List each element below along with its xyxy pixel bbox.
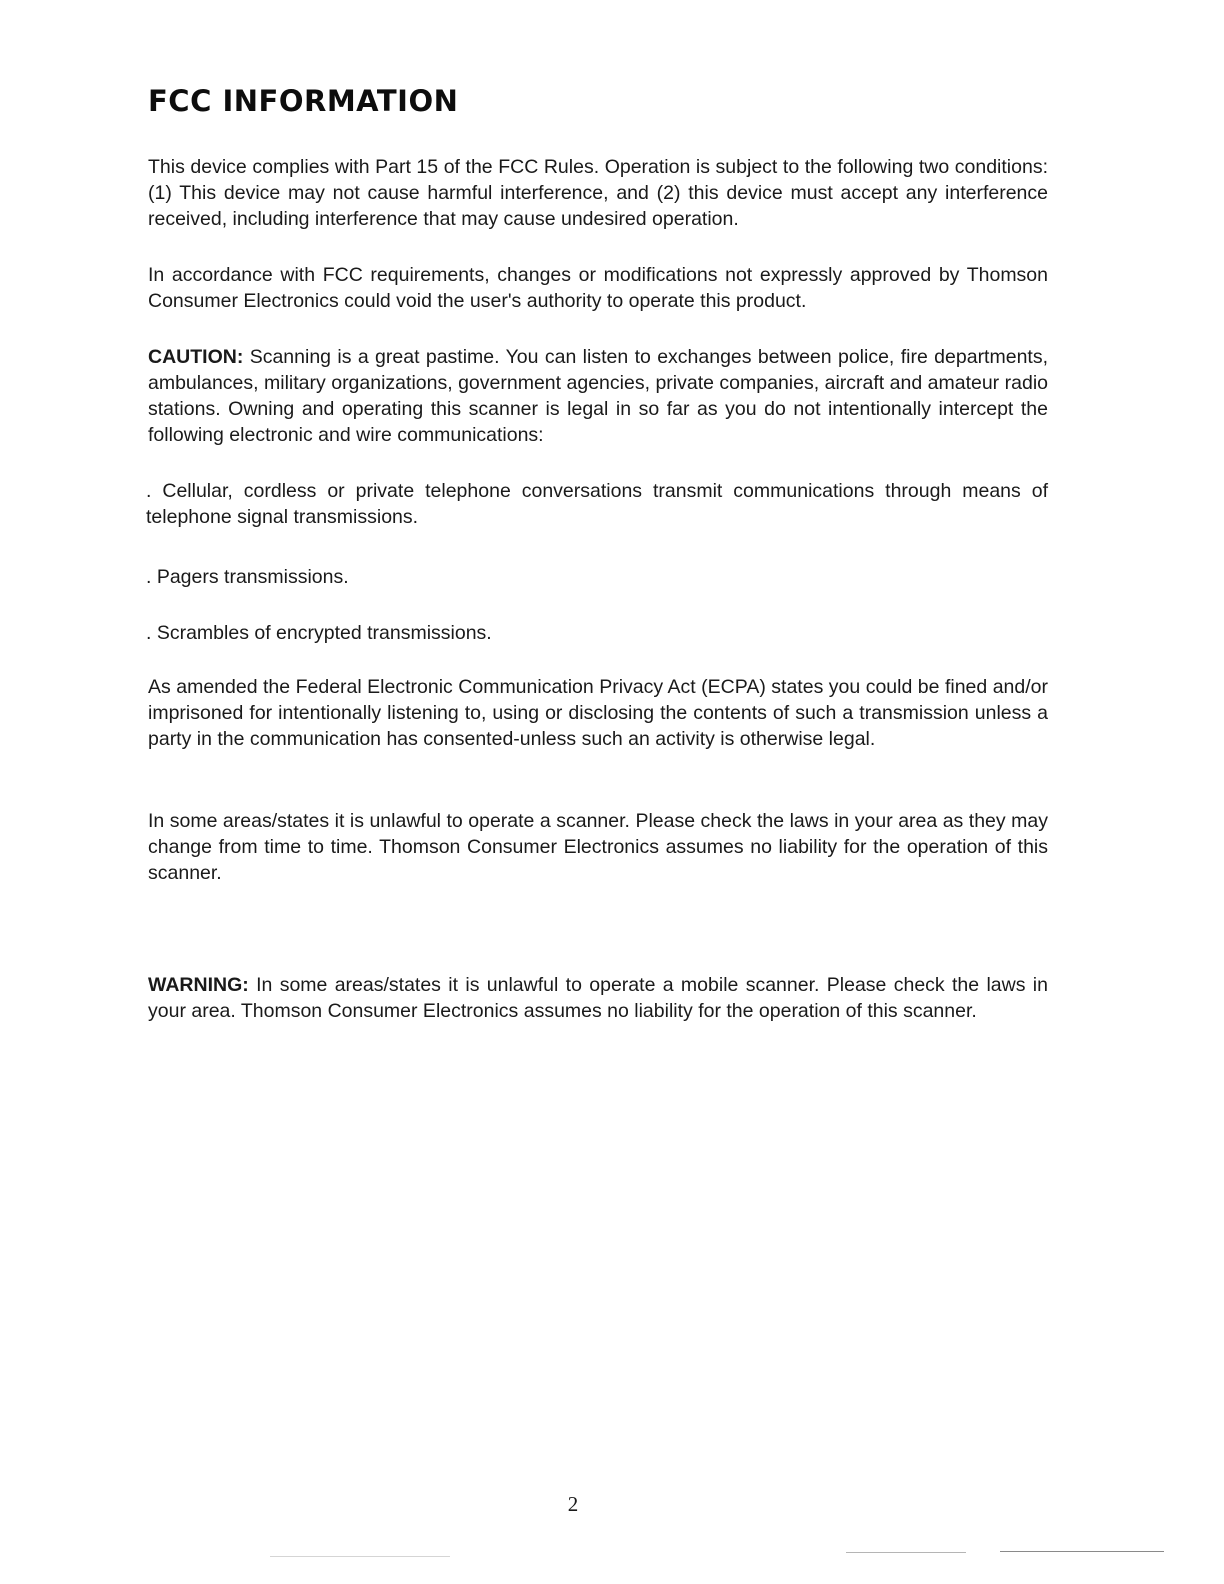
page-number: 2 xyxy=(567,1492,579,1516)
list-item: . Scrambles of encrypted transmissions. xyxy=(146,622,492,644)
modifications-paragraph: In accordance with FCC requirements, changes or modifications not expressly approved by Thomson Consumer Electronics could void the user's authority to operate this product. xyxy=(148,264,1048,312)
caution-label: CAUTION: xyxy=(148,346,244,368)
warning-label: WARNING: xyxy=(148,974,249,996)
list-item: . Cellular, cordless or private telephone conversations transmit communications through means of telephone signal transmissions. xyxy=(146,480,1048,528)
compliance-paragraph: This device complies with Part 15 of the FCC Rules. Operation is subject to the following two conditions: (1) This device may not cause harmful interference, and (2) this device must accept any interference received, including interference that may cause undesired operation. xyxy=(148,156,1048,230)
unlawful-paragraph: In some areas/states it is unlawful to operate a scanner. Please check the laws in your area as they may change from time to time. Thomson Consumer Electronics assumes no liability for the operation of this scanner. xyxy=(148,810,1048,884)
page-title: FCC INFORMATION xyxy=(148,84,459,118)
scan-artifact-line xyxy=(1000,1551,1164,1552)
warning-paragraph xyxy=(148,972,1048,1024)
ecpa-paragraph: As amended the Federal Electronic Communication Privacy Act (ECPA) states you could be fined and/or imprisoned for intentionally listening to, using or disclosing the contents of such a transmission unless a party in the communication has consented-unless such an activity is otherwise legal. xyxy=(148,676,1048,750)
list-item: . Pagers transmissions. xyxy=(146,566,349,588)
caution-paragraph xyxy=(148,344,1048,448)
scan-artifact-line xyxy=(270,1556,450,1557)
scan-artifact-line xyxy=(846,1552,966,1553)
caution-text: Scanning is a great pastime. You can listen to exchanges between police, fire departments, ambulances, military organizations, government agencies, private companies, aircraft and amateur radio stations. Owning and operating this scanner is legal in so far as you do not intentionally intercept the following electronic and wire communications: xyxy=(148,346,1048,446)
warning-text: In some areas/states it is unlawful to operate a mobile scanner. Please check the laws in your area. Thomson Consumer Electronics assumes no liability for the operation of this scanner. xyxy=(148,974,1048,1022)
